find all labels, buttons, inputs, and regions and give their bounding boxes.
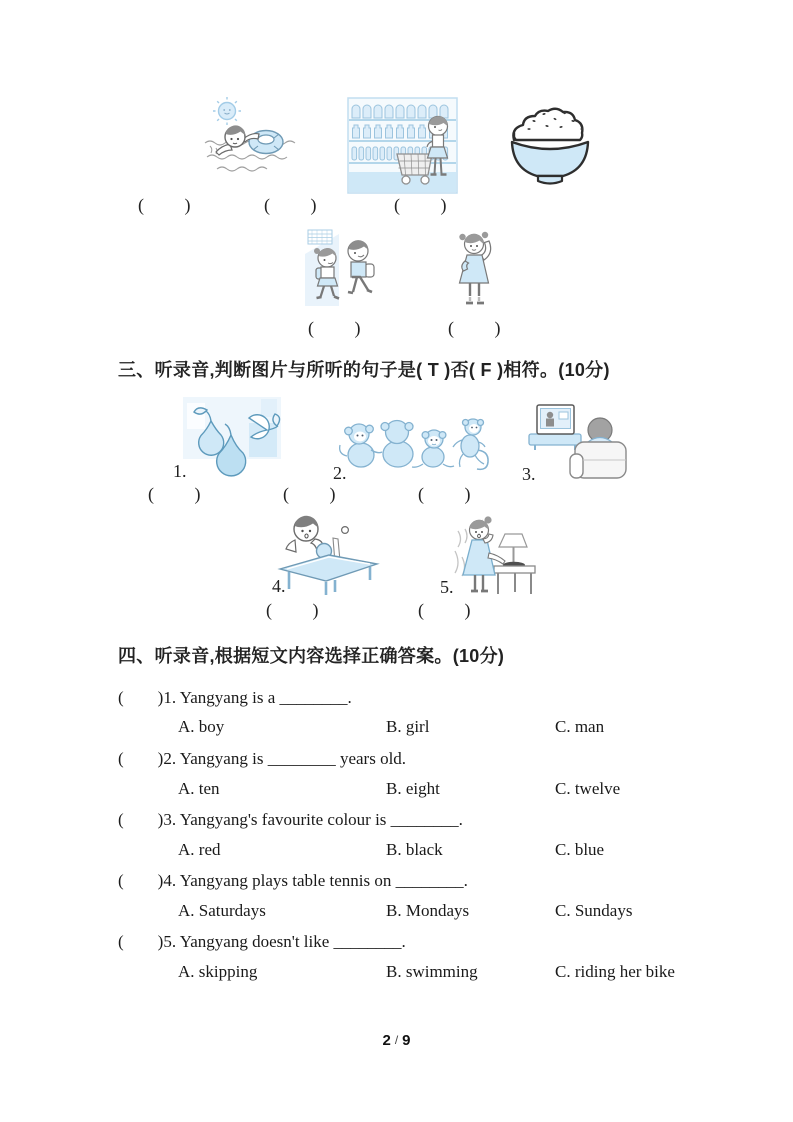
answer-blank: ( ) — [394, 195, 447, 215]
girl-hand-on-head-illustration — [450, 227, 502, 316]
item-number: 4. — [272, 576, 286, 596]
option-c: C. riding her bike — [555, 962, 675, 981]
answer-blank: ( ) — [264, 195, 317, 215]
option-b: B. Mondays — [386, 901, 470, 920]
supermarket-shopping-illustration — [347, 97, 458, 194]
item-number: 3. — [522, 464, 536, 484]
answer-blank: ( ) — [138, 195, 191, 215]
question-line: ( )1. Yangyang is a ________. — [118, 688, 352, 707]
boy-swimming-illustration — [203, 96, 303, 180]
answer-blank: ( ) — [308, 318, 361, 338]
answer-blank: ( ) — [418, 484, 471, 504]
item-number: 5. — [440, 577, 454, 597]
option-c: C. twelve — [555, 779, 621, 798]
option-b: B. girl — [386, 717, 430, 736]
question-line: ( )3. Yangyang's favourite colour is ________. — [118, 810, 463, 829]
section3-title: 三、听录音,判断图片与所听的句子是( T )否( F )相符。(10分) — [118, 360, 610, 380]
option-c: C. blue — [555, 840, 605, 859]
option-a: A. skipping — [178, 962, 258, 981]
page-separator: / — [394, 1033, 399, 1047]
answer-blank: ( ) — [418, 600, 471, 620]
cooking-illustration — [452, 513, 538, 598]
option-b: B. swimming — [386, 962, 478, 981]
answer-blank: ( ) — [148, 484, 201, 504]
item-number: 1. — [173, 461, 187, 481]
watching-tv-illustration — [523, 400, 628, 480]
option-a: A. red — [178, 840, 221, 859]
answer-blank: ( ) — [266, 600, 319, 620]
answer-blank: ( ) — [283, 484, 336, 504]
page-number-total: 9 — [402, 1032, 411, 1049]
page-number-current: 2 — [382, 1032, 391, 1049]
question-line: ( )5. Yangyang doesn't like ________. — [118, 932, 406, 951]
answer-blank: ( ) — [448, 318, 501, 338]
section4-title: 四、听录音,根据短文内容选择正确答案。(10分) — [118, 646, 505, 666]
option-c: C. man — [555, 717, 605, 736]
pears-illustration — [183, 397, 281, 481]
page-indicator — [0, 1032, 793, 1049]
option-c: C. Sundays — [555, 901, 633, 920]
option-a: A. boy — [178, 717, 225, 736]
table-tennis-illustration — [277, 510, 380, 598]
monkeys-illustration — [335, 412, 505, 475]
question-line: ( )2. Yangyang is ________ years old. — [118, 749, 407, 768]
option-a: A. ten — [178, 779, 220, 798]
item-number: 2. — [333, 463, 347, 483]
option-b: B. black — [386, 840, 443, 859]
option-a: A. Saturdays — [178, 901, 266, 920]
rice-bowl-illustration — [499, 99, 601, 187]
question-line: ( )4. Yangyang plays table tennis on ________. — [118, 871, 468, 890]
option-b: B. eight — [386, 779, 440, 798]
kids-walking-illustration — [303, 224, 389, 316]
